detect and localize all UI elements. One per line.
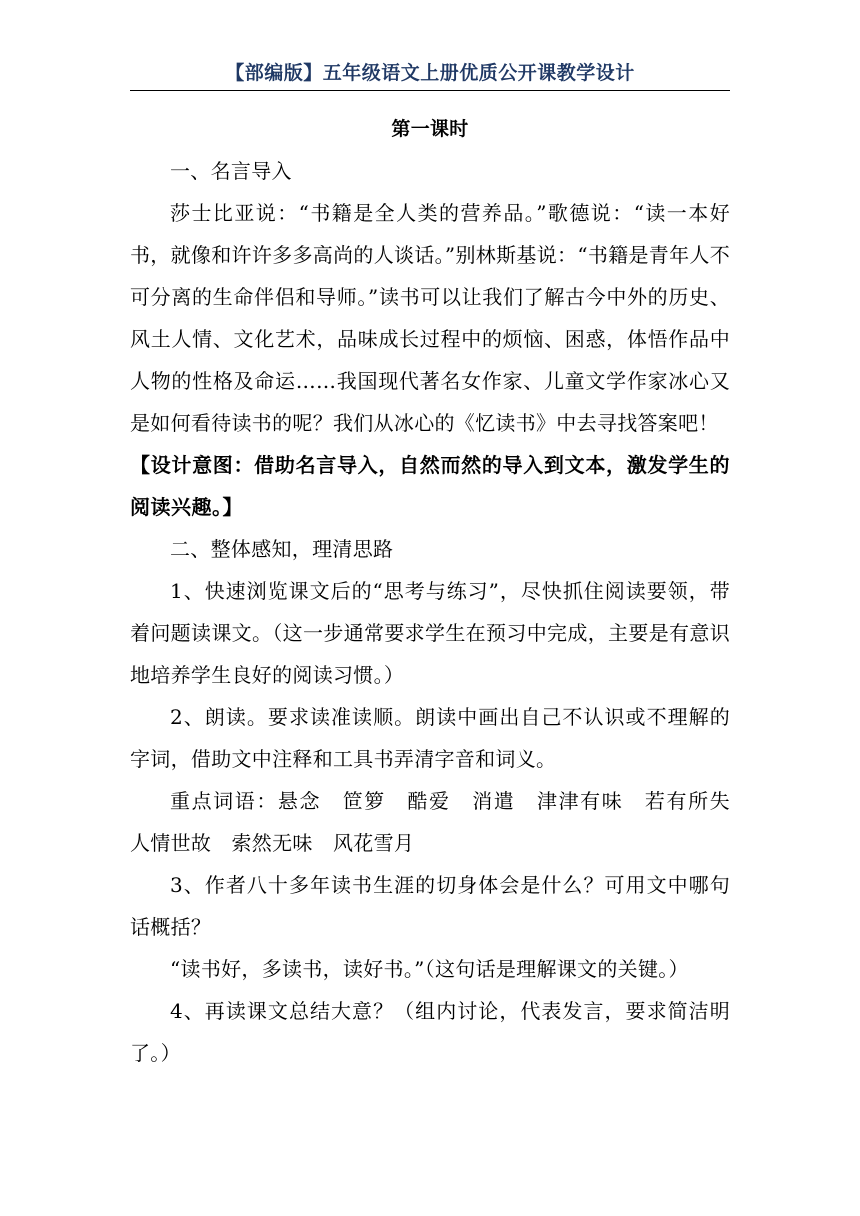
lesson-title: 第一课时 (391, 118, 469, 140)
section-1-heading: 一、名言导入 (170, 159, 292, 183)
header-title: 【部编版】五年级语文上册优质公开课教学设计 (225, 62, 635, 84)
key-vocabulary: 重点词语：悬念 笸箩 酷爱 消遣 津津有味 若有所失 人情世故 索然无味 风花雪月 (130, 789, 751, 855)
section-2-item-1: 1、快速浏览课文后的“思考与练习”，尽快抓住阅读要领，带着问题读课文。（这一步通常要求学生在预习中完成，主要是有意识地培养学生良好的阅读习惯。） (130, 579, 730, 687)
page-header (130, 58, 730, 91)
document-body (130, 108, 751, 1074)
section-1-paragraph: 莎士比亚说：“书籍是全人类的营养品。”歌德说：“读一本好书，就像和许许多多高尚的人谈话。”别林斯基说：“书籍是青年人不可分离的生命伴侣和导师。”读书可以让我们了解古今中外的历史、风土人情、文化艺术，品味成长过程中的烦恼、困惑，体悟作品中人物的性格及命运……我国现代著名女作家、儿童文学作家冰心又是如何看待读书的呢？我们从冰心的《忆读书》中去寻找答案吧！ (130, 201, 730, 435)
section-2-item-3: 3、作者八十多年读书生涯的切身体会是什么？可用文中哪句话概括？ (130, 873, 730, 939)
section-2-heading: 二、整体感知，理清思路 (170, 537, 394, 561)
section-2-item-3-answer: “读书好，多读书，读好书。”（这句话是理解课文的关键。） (170, 957, 689, 981)
design-intent-note: 【设计意图：借助名言导入，自然而然的导入到文本，激发学生的阅读兴趣。】 (130, 453, 730, 519)
section-2-item-4: 4、再读课文总结大意？（组内讨论，代表发言，要求简洁明了。） (130, 999, 730, 1065)
section-2-item-2: 2、朗读。要求读准读顺。朗读中画出自己不认识或不理解的字词，借助文中注释和工具书弄清字音和词义。 (130, 705, 730, 771)
